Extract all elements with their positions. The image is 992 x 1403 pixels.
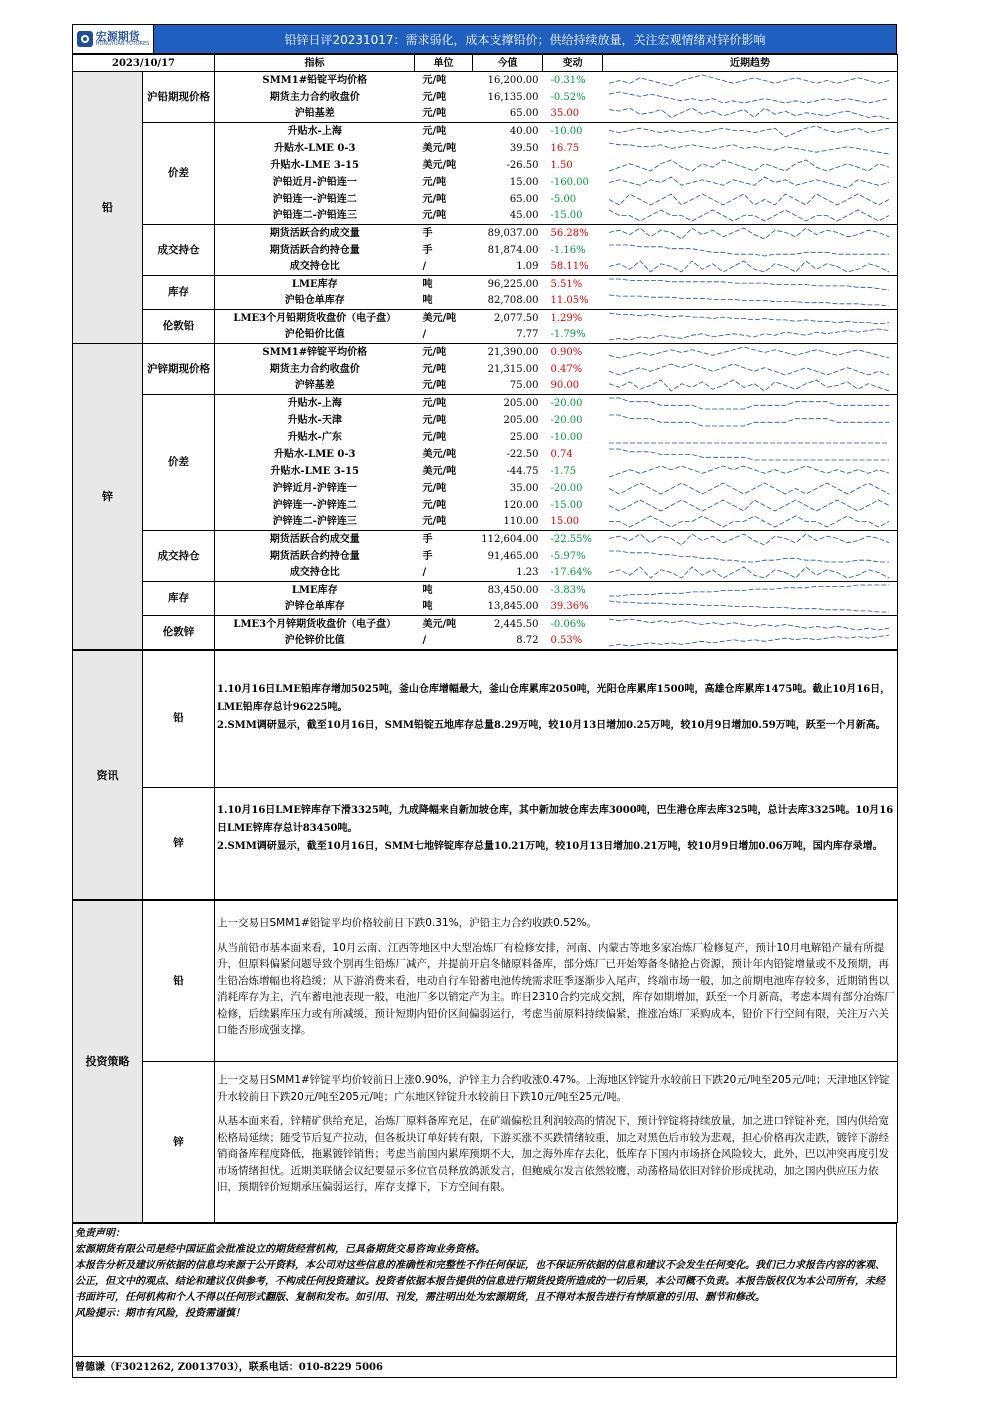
lead-category: 铅 bbox=[73, 72, 143, 344]
change-value: 0.74 bbox=[550, 448, 573, 460]
unit-cell: / bbox=[415, 565, 473, 582]
unit-cell: 元/吨 bbox=[422, 482, 447, 494]
trend-sparkline bbox=[603, 293, 898, 310]
today-value: 205.00 bbox=[503, 414, 539, 426]
change-value: -20.00 bbox=[550, 414, 583, 426]
trend-sparkline bbox=[603, 446, 898, 463]
indicator-name: SMM1#铅锭平均价格 bbox=[215, 72, 415, 89]
disclaimer-body: 本报告分析及建议所依据的信息均来源于公开资料，本公司对这些信息的准确性和完整性不作任何保证，也不保证所依据的信息和建议不会发生任何变化。我们已力求报告内容的客观、公正，但文中的观点、结论和建议仅供参考，不构成任何投资建议。投资者依据本报告提供的信息进行期货投资所造成的一切后果，本公司概不负责。本报告版权仅为本公司所有，未经书面许可，任何机构和个人不得以任何形式翻版、复制和发布。如引用、刊发，需注明出处为宏源期货，且不得对本报告进行有悖原意的引用、删节和修改。 bbox=[75, 1260, 885, 1303]
change-value: 0.47% bbox=[550, 363, 583, 375]
today-value: 112,604.00 bbox=[473, 531, 543, 548]
unit-cell: 元/吨 bbox=[415, 208, 473, 225]
change-value: -20.00 bbox=[550, 482, 583, 494]
unit-cell: 元/吨 bbox=[422, 193, 447, 205]
table-row bbox=[73, 582, 898, 599]
indicator-name: 沪铅基差 bbox=[215, 106, 415, 123]
change-value: 16.75 bbox=[550, 142, 580, 154]
indicator-name: 升贴水-LME 0-3 bbox=[274, 448, 356, 460]
trend-sparkline bbox=[603, 191, 898, 208]
unit-cell: 元/吨 bbox=[415, 395, 473, 412]
today-value: 82,708.00 bbox=[473, 293, 543, 310]
unit-cell: 手 bbox=[415, 531, 473, 548]
data-table bbox=[72, 54, 898, 650]
today-value: 96,225.00 bbox=[473, 276, 543, 293]
indicator-name: 成交持仓比 bbox=[215, 259, 415, 276]
unit-cell: 美元/吨 bbox=[415, 616, 473, 633]
today-value: 8.72 bbox=[473, 633, 543, 650]
table-row bbox=[73, 72, 898, 89]
today-value: 40.00 bbox=[473, 123, 543, 140]
today-value: 81,874.00 bbox=[487, 244, 539, 256]
table-row bbox=[73, 531, 898, 548]
indicator-name: 成交持仓比 bbox=[215, 565, 415, 582]
table-row bbox=[73, 225, 898, 242]
trend-sparkline bbox=[603, 208, 898, 225]
table-row bbox=[73, 123, 898, 140]
change-value: -10.00 bbox=[543, 123, 603, 140]
lead-group-label: 价差 bbox=[143, 123, 215, 225]
indicator-name: 期货主力合约收盘价 bbox=[269, 91, 360, 103]
zinc-category: 锌 bbox=[73, 344, 143, 650]
logo-mark-icon bbox=[77, 31, 93, 47]
zinc-group-label: 库存 bbox=[143, 582, 215, 616]
analyst-contact: 曾德谦（F3021262, Z0013703），联系电话：010-8229 5006 bbox=[73, 1357, 897, 1378]
strategy-lead-analysis: 从当前铅市基本面来看，10月云南、江西等地区中大型冶炼厂有检修安排，河南、内蒙古等地多家冶炼厂检修复产，预计10月电解铅产量有所提升，但原料偏紧问题导致个别再生铅炼厂减产，并提前开启冬储原料备库，部分炼厂已开始筹备冬储抢占资源，预计年内铅锭增量或不及预期，再生铅冶炼增幅也将趋缓；从下游消费来看，电动自行车铅蓄电池传统需求旺季逐渐步入尾声，终端市场一般，加之前期电池库存较多，近期销售以消耗库存为主，汽车蓄电池表现一般，电池厂多以销定产为主。昨日2310合约完成交割，库存如期增加，跃至一个月新高，考虑本周有部分冶炼厂检修，后续累库压力或有所减缓，预计短期内铅价区间偏弱运行，考虑当前原料持续偏紧，推涨冶炼厂采购成本，铅价下行空间有限，关注万六关口能否形成强支撑。 bbox=[217, 941, 895, 1036]
change-value: -22.55% bbox=[543, 531, 603, 548]
indicator-name: 期货活跃合约持仓量 bbox=[269, 550, 360, 562]
change-value: 90.00 bbox=[543, 378, 603, 395]
trend-sparkline bbox=[603, 123, 898, 140]
company-logo bbox=[73, 25, 154, 53]
change-value: -1.75 bbox=[550, 465, 577, 477]
table-row bbox=[73, 344, 898, 361]
trend-sparkline bbox=[603, 242, 898, 259]
lead-group-label: 成交持仓 bbox=[143, 225, 215, 276]
disclaimer-qualification: 宏源期货有限公司是经中国证监会批准设立的期货经营机构，已具备期货交易咨询业务资格。 bbox=[75, 1244, 485, 1255]
info-zinc-text: 1.10月16日LME锌库存下滑3325吨，九成降幅来自新加坡仓库，其中新加坡仓库去库3000吨，巴生港仓库去库325吨，总计去库3325吨。10月16日LME锌库存总计83450吨。 2.SMM调研显示，截至10月16日，SMM七地锌锭库存总量10.21万吨，较10月13日增加0.21万吨，较10月9日增加0.06万吨，国内库存录增。 bbox=[215, 787, 898, 899]
trend-sparkline bbox=[603, 174, 898, 191]
today-value: 1.09 bbox=[473, 259, 543, 276]
report-sheet bbox=[72, 24, 897, 1378]
today-value: 110.00 bbox=[473, 514, 543, 531]
unit-cell: 手 bbox=[422, 550, 433, 562]
indicator-name: 沪锌仓单库存 bbox=[215, 599, 415, 616]
unit-cell: 元/吨 bbox=[422, 176, 447, 188]
strategy-zinc-text bbox=[215, 1062, 898, 1223]
indicator-name: LME库存 bbox=[215, 276, 415, 293]
change-value: -1.79% bbox=[543, 327, 603, 344]
info-category: 资讯 bbox=[73, 651, 143, 900]
change-value: 15.00 bbox=[543, 514, 603, 531]
col-today: 今值 bbox=[473, 55, 543, 72]
indicator-name: 升贴水-广东 bbox=[287, 431, 342, 443]
zinc-group-label: 价差 bbox=[143, 395, 215, 531]
unit-cell: 元/吨 bbox=[415, 344, 473, 361]
unit-cell: 美元/吨 bbox=[422, 142, 457, 154]
indicator-name: 升贴水-LME 0-3 bbox=[274, 142, 356, 154]
trend-sparkline bbox=[603, 395, 898, 412]
today-value: 25.00 bbox=[509, 431, 539, 443]
change-value: 39.36% bbox=[543, 599, 603, 616]
change-value: -20.00 bbox=[543, 395, 603, 412]
today-value: 16,200.00 bbox=[473, 72, 543, 89]
indicator-name: 升贴水-上海 bbox=[215, 123, 415, 140]
change-value: -15.00 bbox=[543, 208, 603, 225]
today-value: 13,845.00 bbox=[473, 599, 543, 616]
change-value: -10.00 bbox=[550, 431, 583, 443]
trend-sparkline bbox=[603, 514, 898, 531]
today-value: 21,315.00 bbox=[487, 363, 539, 375]
change-value: -0.06% bbox=[543, 616, 603, 633]
col-trend: 近期趋势 bbox=[603, 55, 898, 72]
trend-sparkline bbox=[603, 157, 898, 174]
today-value: -44.75 bbox=[506, 465, 539, 477]
strategy-category: 投资策略 bbox=[73, 901, 143, 1223]
change-value: 1.50 bbox=[550, 159, 573, 171]
unit-cell: / bbox=[415, 327, 473, 344]
indicator-name: 沪铅连二-沪铅连三 bbox=[215, 208, 415, 225]
trend-sparkline bbox=[603, 531, 898, 548]
unit-cell: 美元/吨 bbox=[422, 465, 457, 477]
trend-sparkline bbox=[603, 344, 898, 361]
change-value: 0.90% bbox=[543, 344, 603, 361]
unit-cell: 吨 bbox=[415, 276, 473, 293]
trend-sparkline bbox=[603, 89, 898, 106]
today-value: 39.50 bbox=[509, 142, 539, 154]
trend-sparkline bbox=[603, 633, 898, 650]
trend-sparkline bbox=[603, 599, 898, 616]
unit-cell: 吨 bbox=[415, 599, 473, 616]
unit-cell: 元/吨 bbox=[422, 363, 447, 375]
col-change: 变动 bbox=[543, 55, 603, 72]
today-value: 2,445.50 bbox=[473, 616, 543, 633]
unit-cell: 元/吨 bbox=[415, 378, 473, 395]
today-value: -22.50 bbox=[506, 448, 539, 460]
trend-sparkline bbox=[603, 225, 898, 242]
indicator-name: LME库存 bbox=[215, 582, 415, 599]
table-row bbox=[73, 395, 898, 412]
indicator-name: 升贴水-LME 3-15 bbox=[270, 465, 359, 477]
table-row bbox=[73, 616, 898, 633]
info-lead-text: 1.10月16日LME铅库存增加5025吨，釜山仓库增幅最大，釜山仓库累库2050吨，光阳仓库累库1500吨，高雄仓库累库1475吨。截止10月16日，LME铅库存总计96225吨。 2.SMM调研显示，截至10月16日，SMM铅锭五地库存总量8.29万吨，较10月13日增加0.25万吨，较10月9日增加0.59万吨，跃至一个月新高。 bbox=[215, 651, 898, 788]
change-value: -17.64% bbox=[543, 565, 603, 582]
strategy-zinc-analysis: 从基本面来看，锌精矿供给充足，冶炼厂原料备库充足，在矿端偏松且利润较高的情况下，预计锌锭将持续放量，加之进口锌锭补充，国内供给宽松格局延续；随受节后复产拉动，但各板块订单好转有限，下游买涨不买跌情绪较重，加之对黑色后市较为悲观，担心价格再次走跌，镀锌下游经销商备库程度降低，拖累镀锌销售；考虑当前国内累库预期不大，加之海外库存去化，低库存下国内市场挤仓风险较大，此外，巴以冲突再度引发市场情绪担忧。近期美联储会议纪要显示多位官员释放鸽派发言，但鲍威尔发言依然较鹰，动荡格局依旧对锌价形成扰动，加之国内供应压力依旧，预期锌价短期承压偏弱运行，库存支撑下，下方空间有限。 bbox=[217, 1115, 889, 1193]
trend-sparkline bbox=[603, 497, 898, 514]
today-value: 7.77 bbox=[473, 327, 543, 344]
today-value: 45.00 bbox=[473, 208, 543, 225]
unit-cell: 元/吨 bbox=[415, 514, 473, 531]
indicator-name: LME3个月锌期货收盘价（电子盘） bbox=[215, 616, 415, 633]
indicator-name: 升贴水-天津 bbox=[287, 414, 342, 426]
trend-sparkline bbox=[603, 480, 898, 497]
report-title: 铅锌日评20231017：需求弱化，成本支撑铅价；供给持续放量，关注宏观情绪对锌价影响 bbox=[154, 25, 896, 53]
today-value: 83,450.00 bbox=[473, 582, 543, 599]
indicator-name: 期货活跃合约成交量 bbox=[215, 531, 415, 548]
indicator-name: 沪锌近月-沪锌连一 bbox=[272, 482, 357, 494]
today-value: 75.00 bbox=[473, 378, 543, 395]
unit-cell: 元/吨 bbox=[422, 414, 447, 426]
info-lead-label: 铅 bbox=[143, 651, 215, 788]
col-unit: 单位 bbox=[415, 55, 473, 72]
change-value: -3.83% bbox=[543, 582, 603, 599]
today-value: 65.00 bbox=[509, 193, 539, 205]
unit-cell: 元/吨 bbox=[415, 72, 473, 89]
zinc-group-label: 伦敦锌 bbox=[143, 616, 215, 650]
today-value: -26.50 bbox=[506, 159, 539, 171]
trend-sparkline bbox=[603, 616, 898, 633]
indicator-name: SMM1#锌锭平均价格 bbox=[215, 344, 415, 361]
unit-cell: 美元/吨 bbox=[415, 310, 473, 327]
change-value: -0.52% bbox=[550, 91, 586, 103]
change-value: 56.28% bbox=[543, 225, 603, 242]
unit-cell: 美元/吨 bbox=[422, 159, 457, 171]
strategy-zinc-label: 锌 bbox=[143, 1062, 215, 1223]
unit-cell: 元/吨 bbox=[415, 123, 473, 140]
unit-cell: 手 bbox=[422, 244, 433, 256]
trend-sparkline bbox=[603, 106, 898, 123]
today-value: 21,390.00 bbox=[473, 344, 543, 361]
indicator-name: 期货活跃合约成交量 bbox=[215, 225, 415, 242]
trend-sparkline bbox=[603, 548, 898, 565]
today-value: 120.00 bbox=[503, 499, 539, 511]
unit-cell: 元/吨 bbox=[422, 431, 447, 443]
table-row bbox=[73, 310, 898, 327]
lead-group-label: 伦敦铅 bbox=[143, 310, 215, 344]
trend-sparkline bbox=[603, 72, 898, 89]
strategy-lead-summary: 上一交易日SMM1#铅锭平均价格较前日下跌0.31%，沪铅主力合约收跌0.52%。 bbox=[217, 917, 597, 929]
indicator-name: 沪伦铅价比值 bbox=[215, 327, 415, 344]
unit-cell: 元/吨 bbox=[422, 91, 447, 103]
table-row bbox=[73, 276, 898, 293]
today-value: 15.00 bbox=[509, 176, 539, 188]
logo-english: HONGYUAN FUTURES bbox=[95, 41, 150, 47]
trend-sparkline bbox=[603, 140, 898, 157]
indicator-name: 沪伦锌价比值 bbox=[215, 633, 415, 650]
trend-sparkline bbox=[603, 378, 898, 395]
report-header bbox=[72, 24, 897, 54]
change-value: 35.00 bbox=[543, 106, 603, 123]
indicator-name: 升贴水-LME 3-15 bbox=[270, 159, 359, 171]
change-value: 5.51% bbox=[543, 276, 603, 293]
lead-group-label: 沪铅期现价格 bbox=[143, 72, 215, 123]
change-value: 0.53% bbox=[543, 633, 603, 650]
strategy-zinc-summary: 上一交易日SMM1#锌锭平均价较前日上涨0.90%，沪锌主力合约收涨0.47%。上海地区锌锭升水较前日下跌20元/吨至205元/吨；天津地区锌锭升水较前日下跌20元/吨至205元/吨；广东地区锌锭升水较前日下跌10元/吨至25元/吨。 bbox=[217, 1074, 890, 1103]
unit-cell: 美元/吨 bbox=[422, 448, 457, 460]
today-value: 91,465.00 bbox=[487, 550, 539, 562]
trend-sparkline bbox=[603, 565, 898, 582]
col-indicator: 指标 bbox=[215, 55, 415, 72]
change-value: -5.00 bbox=[550, 193, 577, 205]
unit-cell: 吨 bbox=[415, 293, 473, 310]
change-value: -5.97% bbox=[550, 550, 586, 562]
today-value: 16,135.00 bbox=[487, 91, 539, 103]
indicator-name: 升贴水-上海 bbox=[215, 395, 415, 412]
strategy-lead-label: 铅 bbox=[143, 901, 215, 1062]
today-value: 205.00 bbox=[473, 395, 543, 412]
zinc-group-label: 成交持仓 bbox=[143, 531, 215, 582]
strategy-table bbox=[72, 900, 898, 1223]
unit-cell: 元/吨 bbox=[415, 106, 473, 123]
unit-cell: / bbox=[415, 259, 473, 276]
trend-sparkline bbox=[603, 429, 898, 446]
today-value: 1.23 bbox=[473, 565, 543, 582]
indicator-name: 期货主力合约收盘价 bbox=[269, 363, 360, 375]
column-header-row bbox=[73, 55, 898, 72]
logo-name: 宏源期货 bbox=[95, 30, 140, 43]
unit-cell: / bbox=[415, 633, 473, 650]
today-value: 65.00 bbox=[473, 106, 543, 123]
change-value: -0.31% bbox=[543, 72, 603, 89]
strategy-lead-text bbox=[215, 901, 898, 1062]
change-value: -160.00 bbox=[550, 176, 589, 188]
indicator-name: 沪铅近月-沪铅连一 bbox=[272, 176, 357, 188]
indicator-name: 沪锌基差 bbox=[215, 378, 415, 395]
disclaimer bbox=[73, 1224, 897, 1357]
info-zinc-label: 锌 bbox=[143, 787, 215, 899]
trend-sparkline bbox=[603, 327, 898, 344]
indicator-name: 期货活跃合约持仓量 bbox=[269, 244, 360, 256]
unit-cell: 吨 bbox=[415, 582, 473, 599]
change-value: -15.00 bbox=[550, 499, 583, 511]
unit-cell: 元/吨 bbox=[422, 499, 447, 511]
trend-sparkline bbox=[603, 276, 898, 293]
risk-warning: 风险提示：期市有风险，投资需谨慎！ bbox=[75, 1308, 245, 1319]
report-date: 2023/10/17 bbox=[73, 55, 215, 72]
change-value: 58.11% bbox=[543, 259, 603, 276]
change-value: 1.29% bbox=[543, 310, 603, 327]
indicator-name: 沪铅连一-沪铅连二 bbox=[272, 193, 357, 205]
disclaimer-table bbox=[72, 1223, 897, 1378]
trend-sparkline bbox=[603, 582, 898, 599]
zinc-group-label: 沪锌期现价格 bbox=[143, 344, 215, 395]
disclaimer-title: 免责声明： bbox=[75, 1228, 125, 1239]
info-table bbox=[72, 650, 898, 900]
unit-cell: 手 bbox=[415, 225, 473, 242]
trend-sparkline bbox=[603, 259, 898, 276]
today-value: 35.00 bbox=[509, 482, 539, 494]
indicator-name: 沪锌连一-沪锌连二 bbox=[272, 499, 357, 511]
trend-sparkline bbox=[603, 412, 898, 429]
trend-sparkline bbox=[603, 310, 898, 327]
change-value: 11.05% bbox=[543, 293, 603, 310]
today-value: 2,077.50 bbox=[473, 310, 543, 327]
indicator-name: LME3个月铅期货收盘价（电子盘） bbox=[215, 310, 415, 327]
trend-sparkline bbox=[603, 361, 898, 378]
lead-group-label: 库存 bbox=[143, 276, 215, 310]
today-value: 89,037.00 bbox=[473, 225, 543, 242]
indicator-name: 沪铅仓单库存 bbox=[215, 293, 415, 310]
indicator-name: 沪锌连二-沪锌连三 bbox=[215, 514, 415, 531]
change-value: -1.16% bbox=[550, 244, 586, 256]
trend-sparkline bbox=[603, 463, 898, 480]
